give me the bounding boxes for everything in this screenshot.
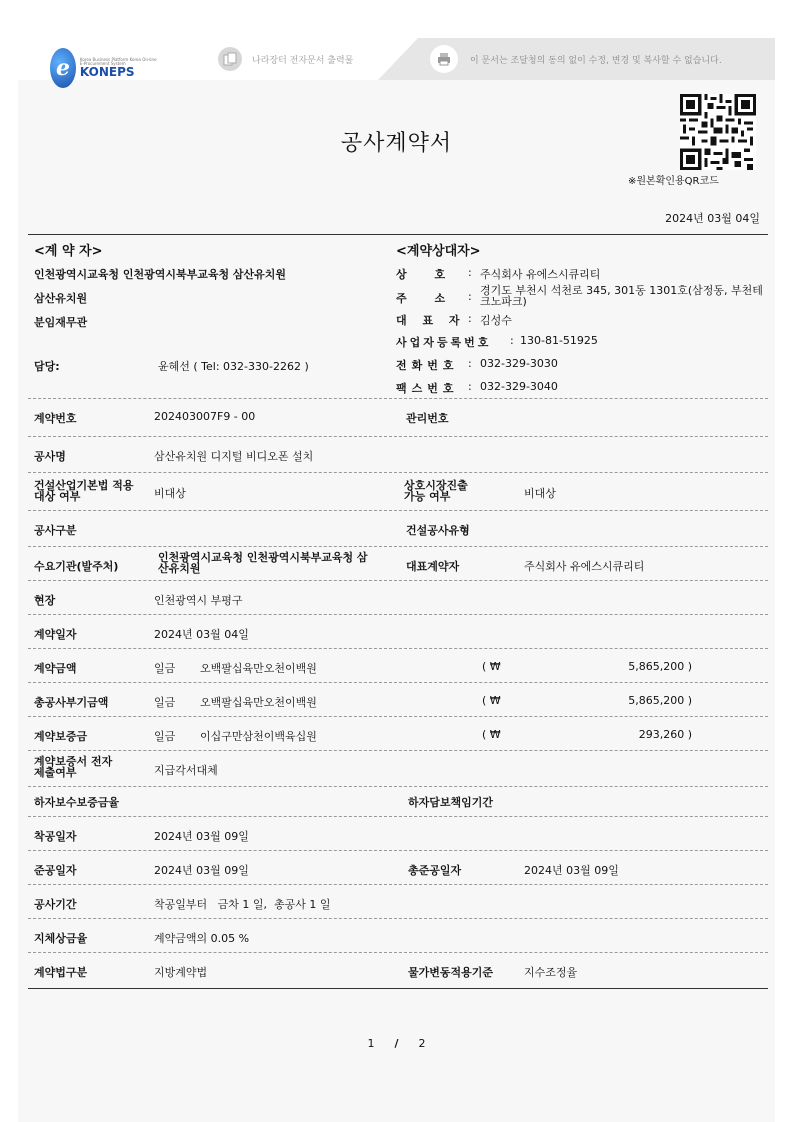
market-entry-label: 상호시장진출 가능 여부 <box>404 479 468 503</box>
divider <box>28 750 768 751</box>
divider <box>28 234 768 235</box>
deposit-open: ( ₩ <box>482 728 501 741</box>
total-finish-label: 총준공일자 <box>408 864 462 877</box>
total-amount-open: ( ₩ <box>482 694 501 707</box>
deposit-label: 계약보증금 <box>34 730 88 743</box>
qr-caption: ※원본확인용QR코드 <box>628 176 719 187</box>
amount-prefix: 일금 <box>154 662 176 675</box>
document-page: 나라장터 전자문서 출력물 이 문서는 조달청의 동의 없이 수정, 변경 및 복사할 수 없습니다. e Korea Business Platform Korea On-line E-Procurement System KONEPS 공사계약서 ※원본확인용QR코드 2024년 03월 04일 <계 약 자> <계약상대자> 인천광역시교육청 인천광역시북부교육청 삼산유치원 삼산유치원 분임재무관 담당: 윤혜선 ( Tel: 032-330-2262 ) 상 호 : 주식회사 유에스시큐리티 주 소 : 경기도 부천시 석천로 345, 301동 1301호(삼정동, 부천테크노파크) 대 표 자 : 김성수 사업자등록번호 : 130-81-51925 전화번호 : 032-329-3030 팩스번호 : 032-329-3040 계약번호 202403007F9 - 00 관리번호 공사명 삼산유치원 디지털 비디오폰 설치 건설산업기본법 적용 대상 여부 비대상 상호시장진출 가능 여부 비대상 공사구분 건설공사유형 수요기관(발주처) 인천광역시교육청 인천광역시북부교육청 삼산유치원 대표계약자 주식회사 유에스시큐리티 현장 인천광역시 부평구 계약일자 2024년 03월 04일 계약금액 일금 오백팔십육만오천이백원 ( ₩ 5,865,200 ) 총공사부기금액 일금 오백팔십육만오천이백원 ( ₩ 5,865,200 ) 계약보증금 일금 이십구만삼천이백육십원 ( ₩ 293,260 ) 계약보증서 전자제출여부 지급각서대체 하자보수보증금율 하자담보책임기간 착공일자 2024년 03월 09일 준공일자 2024년 03월 09일 총준공일자 2024년 03월 09일 공사기간 착공일부터 금차 1 일, 총공사 1 일 지체상금율 계약금액의 0.05 % 계약법구분 지방계약법 물가변동적용기준 지수조정율 1 / 2 <box>0 0 793 1122</box>
field-key-bizno: 사업자등록번호 <box>396 336 492 349</box>
construction-act-value: 비대상 <box>154 487 186 500</box>
amount-words: 오백팔십육만오천이백원 <box>200 662 317 675</box>
divider <box>28 816 768 817</box>
amount-number: 5,865,200 ) <box>628 660 692 673</box>
contract-date-label: 계약일자 <box>34 628 77 641</box>
total-finish-value: 2024년 03월 09일 <box>524 864 619 877</box>
start-date-label: 착공일자 <box>34 830 77 843</box>
client-value: 인천광역시교육청 인천광역시북부교육청 삼산유치원 <box>158 551 368 575</box>
field-key-phone: 전화번호 <box>396 359 459 372</box>
project-label: 공사명 <box>34 450 66 463</box>
project-value: 삼산유치원 디지털 비디오폰 설치 <box>154 450 314 463</box>
construction-act-label: 건설산업기본법 적용 대상 여부 <box>34 479 134 503</box>
contractor-line3: 분임재무관 <box>34 316 88 329</box>
total-amount-prefix: 일금 <box>154 696 176 709</box>
field-key-fax: 팩스번호 <box>396 382 459 395</box>
field-value-bizno: 130-81-51925 <box>520 334 598 347</box>
page-total: 2 <box>418 1037 426 1050</box>
logo-name: KONEPS <box>79 65 135 79</box>
amount-open: ( ₩ <box>482 660 501 673</box>
contract-date-value: 2024년 03월 04일 <box>154 628 249 641</box>
divider <box>28 716 768 717</box>
divider <box>28 648 768 649</box>
field-key-address: 주 소 <box>396 292 458 305</box>
contact-label: 담당: <box>34 360 60 373</box>
divider <box>28 472 768 473</box>
divider <box>28 850 768 851</box>
page-current: 1 <box>367 1037 375 1050</box>
copy-warning <box>430 43 770 75</box>
divider <box>28 398 768 399</box>
manage-no-label: 관리번호 <box>406 412 449 425</box>
divider <box>28 682 768 683</box>
document-date: 2024년 03월 04일 <box>665 212 760 225</box>
divider <box>28 580 768 581</box>
divider <box>28 786 768 787</box>
logo-caption: Korea Business Platform Korea On-line E-Procurement System <box>79 57 157 66</box>
counterparty-heading: <계약상대자> <box>396 244 481 259</box>
site-label: 현장 <box>34 594 56 607</box>
work-type-label: 공사구분 <box>34 524 77 537</box>
defect-period-label: 하자담보책임기간 <box>408 796 494 809</box>
field-value-address: 경기도 부천시 석천로 345, 301동 1301호(삼정동, 부천테크노파크) <box>480 284 763 308</box>
field-value-fax: 032-329-3040 <box>480 380 558 393</box>
contractor-line1: 인천광역시교육청 인천광역시북부교육청 삼산유치원 <box>34 268 287 281</box>
start-date-value: 2024년 03월 09일 <box>154 830 249 843</box>
divider <box>28 918 768 919</box>
period-label: 공사기간 <box>34 898 77 911</box>
qr-code-icon <box>680 94 756 170</box>
koneps-logo-mark: e <box>50 48 76 88</box>
law-label: 계약법구분 <box>34 966 88 979</box>
penalty-value: 계약금액의 0.05 % <box>154 932 250 945</box>
field-value-name: 주식회사 유에스시큐리티 <box>480 268 601 281</box>
rep-contractor-label: 대표계약자 <box>406 560 460 573</box>
koneps-logo <box>50 46 160 90</box>
deposit-number: 293,260 ) <box>638 728 692 741</box>
amount-label: 계약금액 <box>34 662 77 675</box>
printer-icon <box>430 45 458 73</box>
deposit-prefix: 일금 <box>154 730 176 743</box>
field-key-name: 상 호 <box>396 268 458 281</box>
sub-guarantee-label: 하자보수보증금율 <box>34 796 120 809</box>
copy-warning-text: 이 문서는 조달청의 동의 없이 수정, 변경 및 복사할 수 없습니다. <box>470 55 722 66</box>
document-copy-icon <box>218 47 242 71</box>
period-value: 착공일부터 금차 1 일, 총공사 1 일 <box>154 898 331 911</box>
field-value-ceo: 김성수 <box>480 314 512 327</box>
print-notice <box>218 43 418 75</box>
rep-contractor-value: 주식회사 유에스시큐리티 <box>524 560 645 573</box>
contract-no-value: 202403007F9 - 00 <box>154 410 256 423</box>
price-label: 물가변동적용기준 <box>408 966 494 979</box>
finish-date-value: 2024년 03월 09일 <box>154 864 249 877</box>
market-entry-value: 비대상 <box>524 487 556 500</box>
const-type-label: 건설공사유형 <box>406 524 470 537</box>
site-value: 인천광역시 부평구 <box>154 594 243 607</box>
divider <box>28 988 768 989</box>
bond-label: 계약보증서 전자제출여부 <box>34 755 113 779</box>
print-notice-text: 나라장터 전자문서 출력물 <box>252 55 354 66</box>
page-separator: / <box>394 1037 399 1050</box>
divider <box>28 436 768 437</box>
divider <box>28 952 768 953</box>
law-value: 지방계약법 <box>154 966 208 979</box>
contract-no-label: 계약번호 <box>34 412 77 425</box>
deposit-words: 이십구만삼천이백육십원 <box>200 730 317 743</box>
bond-value: 지급각서대체 <box>154 764 218 777</box>
contact-value: 윤혜선 ( Tel: 032-330-2262 ) <box>158 360 309 373</box>
field-key-ceo: 대 표 자 <box>396 314 466 327</box>
price-value: 지수조정율 <box>524 966 578 979</box>
page-title: 공사계약서 <box>340 131 453 156</box>
total-amount-number: 5,865,200 ) <box>628 694 692 707</box>
total-amount-words: 오백팔십육만오천이백원 <box>200 696 317 709</box>
penalty-label: 지체상금율 <box>34 932 88 945</box>
contractor-line2: 삼산유치원 <box>34 292 88 305</box>
finish-date-label: 준공일자 <box>34 864 77 877</box>
page-indicator <box>0 1037 793 1050</box>
divider <box>28 546 768 547</box>
divider <box>28 614 768 615</box>
contractor-heading: <계 약 자> <box>34 244 103 259</box>
total-amount-label: 총공사부기금액 <box>34 696 109 709</box>
field-value-phone: 032-329-3030 <box>480 357 558 370</box>
divider <box>28 510 768 511</box>
client-label: 수요기관(발주처) <box>34 560 119 573</box>
divider <box>28 884 768 885</box>
